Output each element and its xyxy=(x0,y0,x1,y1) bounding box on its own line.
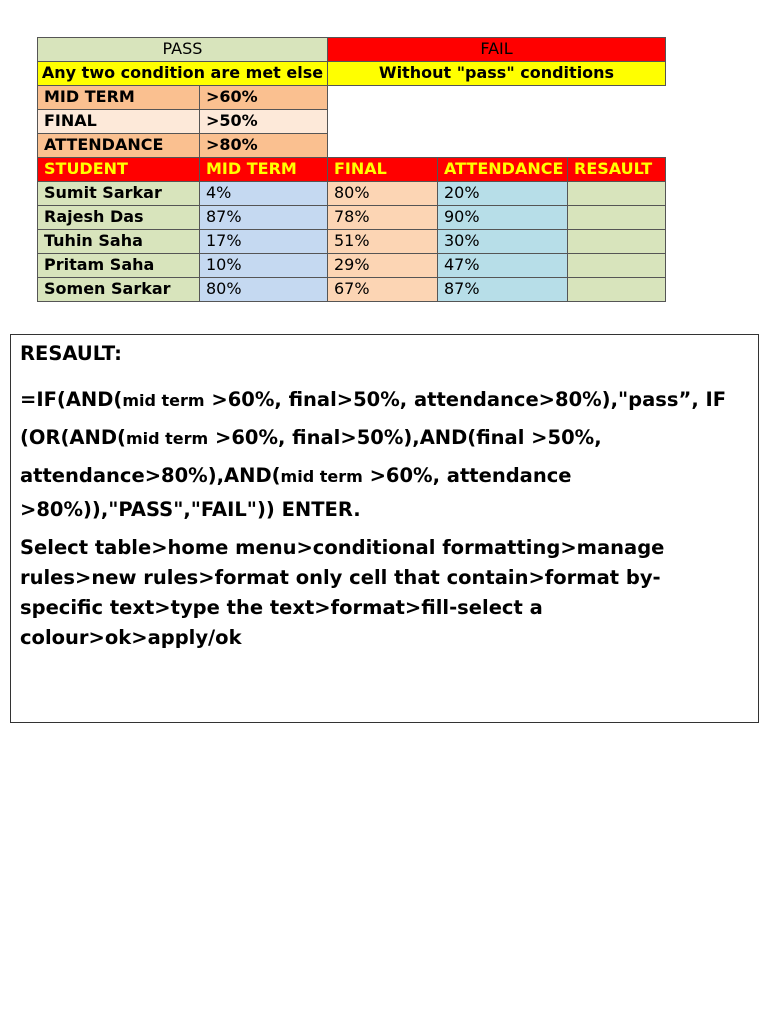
table-row-attendance[interactable]: 90% xyxy=(437,205,568,230)
rule-name-final[interactable]: FINAL xyxy=(37,109,200,134)
table-row-final[interactable]: 78% xyxy=(327,205,438,230)
formula-line: >80%)),"PASS","FAIL")) ENTER. xyxy=(20,498,361,521)
steps-line: specific text>type the text>format>fill-select a xyxy=(20,596,543,619)
pass-description-cell[interactable]: Any two condition are met else xyxy=(37,61,328,86)
header-student[interactable]: STUDENT xyxy=(37,157,200,182)
table-row-final[interactable]: 51% xyxy=(327,229,438,254)
table-row-mid[interactable]: 17% xyxy=(199,229,328,254)
table-row-student[interactable]: Sumit Sarkar xyxy=(37,181,200,206)
table-row-attendance[interactable]: 47% xyxy=(437,253,568,278)
rule-value-final[interactable]: >50% xyxy=(199,109,328,134)
table-row-mid[interactable]: 80% xyxy=(199,277,328,302)
table-row-result[interactable] xyxy=(567,205,666,230)
formula-line: attendance>80%),AND(mid term >60%, attendance xyxy=(20,464,572,487)
steps-line: colour>ok>apply/ok xyxy=(20,626,242,649)
table-row-final[interactable]: 29% xyxy=(327,253,438,278)
pass-label-cell[interactable]: PASS xyxy=(37,37,328,62)
table-row-final[interactable]: 80% xyxy=(327,181,438,206)
rule-name-mid-term[interactable]: MID TERM xyxy=(37,85,200,110)
table-row-attendance[interactable]: 20% xyxy=(437,181,568,206)
table-row-result[interactable] xyxy=(567,253,666,278)
steps-line: Select table>home menu>conditional formatting>manage xyxy=(20,536,665,559)
header-attendance[interactable]: ATTENDANCE xyxy=(437,157,568,182)
table-row-final[interactable]: 67% xyxy=(327,277,438,302)
table-row-result[interactable] xyxy=(567,181,666,206)
table-row-student[interactable]: Tuhin Saha xyxy=(37,229,200,254)
table-row-result[interactable] xyxy=(567,277,666,302)
rule-name-attendance[interactable]: ATTENDANCE xyxy=(37,133,200,158)
table-row-student[interactable]: Somen Sarkar xyxy=(37,277,200,302)
table-row-mid[interactable]: 4% xyxy=(199,181,328,206)
fail-label-cell[interactable]: FAIL xyxy=(327,37,666,62)
header-final[interactable]: FINAL xyxy=(327,157,438,182)
steps-line: rules>new rules>format only cell that contain>format by- xyxy=(20,566,661,589)
table-row-attendance[interactable]: 30% xyxy=(437,229,568,254)
formula-line: (OR(AND(mid term >60%, final>50%),AND(final >50%, xyxy=(20,426,602,449)
instruction-textbox[interactable] xyxy=(10,334,759,723)
note-title: RESAULT: xyxy=(20,342,122,365)
header-result[interactable]: RESAULT xyxy=(567,157,666,182)
table-row-attendance[interactable]: 87% xyxy=(437,277,568,302)
rule-value-attendance[interactable]: >80% xyxy=(199,133,328,158)
table-row-mid[interactable]: 87% xyxy=(199,205,328,230)
table-row-student[interactable]: Rajesh Das xyxy=(37,205,200,230)
table-row-result[interactable] xyxy=(567,229,666,254)
formula-line: =IF(AND(mid term >60%, final>50%, attendance>80%),"pass”, IF xyxy=(20,388,727,411)
fail-description-cell[interactable]: Without "pass" conditions xyxy=(327,61,666,86)
steps-text xyxy=(20,533,750,653)
table-row-student[interactable]: Pritam Saha xyxy=(37,253,200,278)
rule-value-mid-term[interactable]: >60% xyxy=(199,85,328,110)
table-row-mid[interactable]: 10% xyxy=(199,253,328,278)
header-mid-term[interactable]: MID TERM xyxy=(199,157,328,182)
